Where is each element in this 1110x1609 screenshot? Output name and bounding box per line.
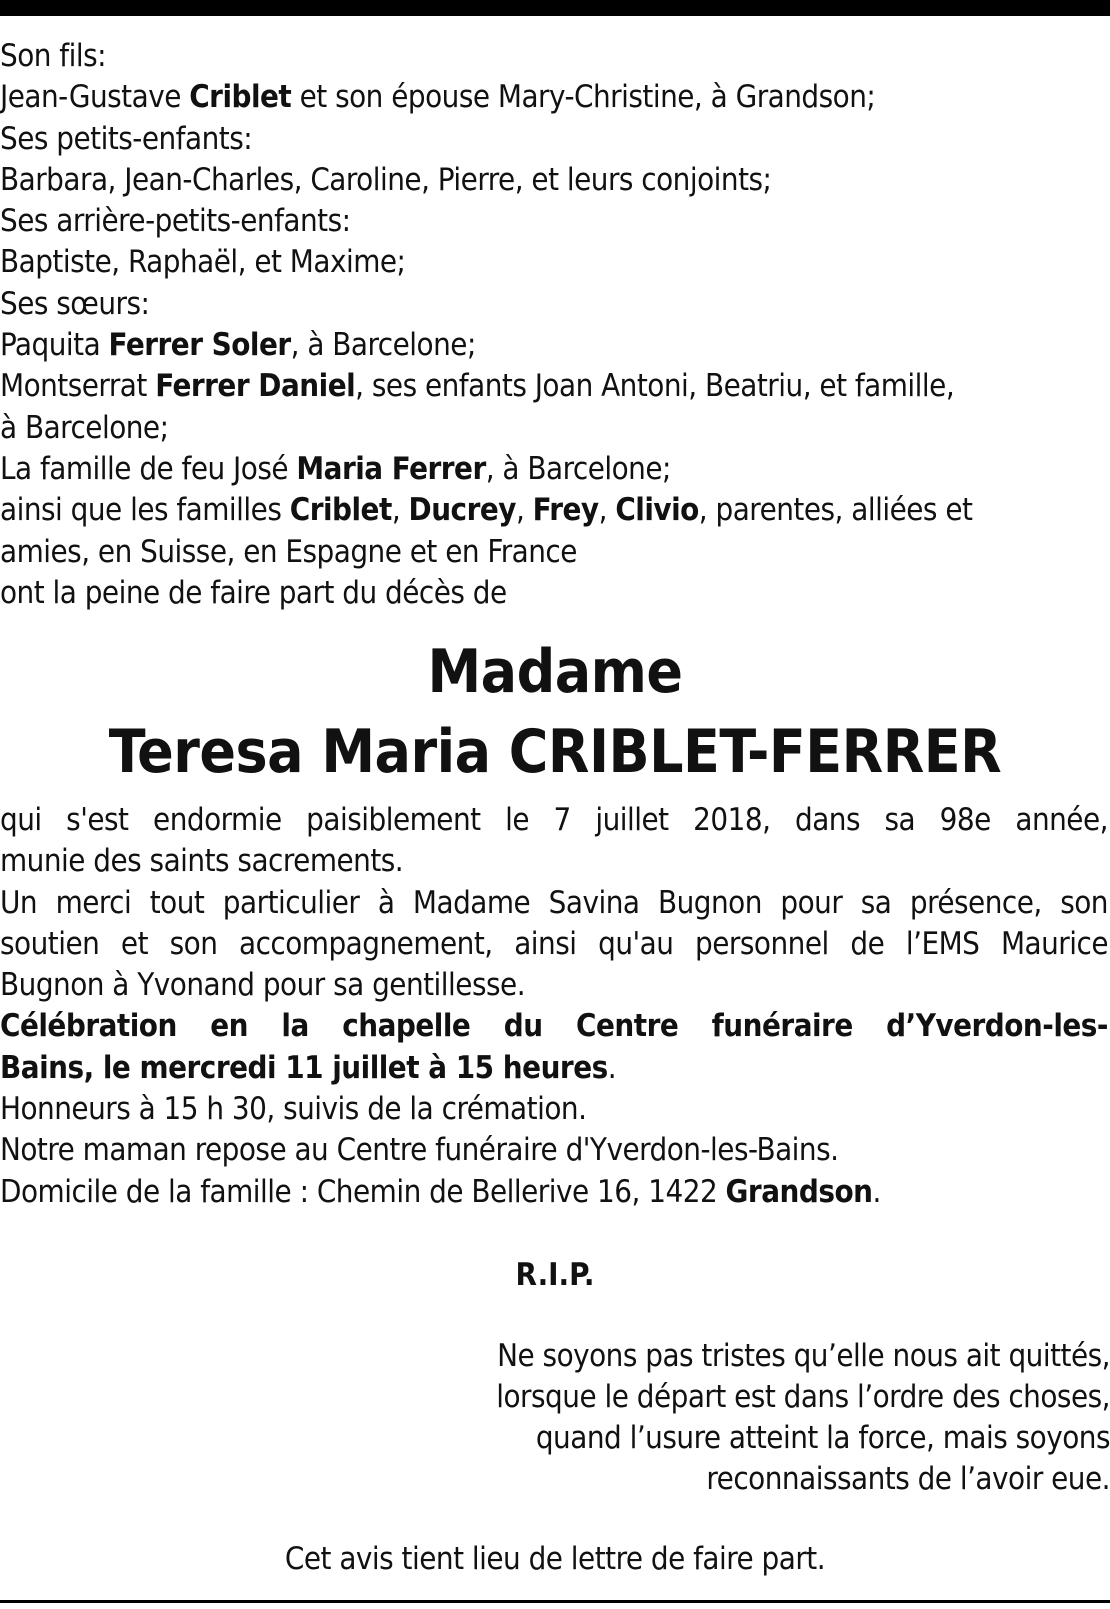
surname: Clivio	[615, 492, 699, 529]
deceased-name-block	[0, 632, 1110, 792]
families-line: ainsi que les familles Criblet, Ducrey, Frey, Clivio, parentes, alliées et	[0, 492, 973, 529]
families-line-cont: amies, en Suisse, en Espagne et en France	[0, 533, 577, 570]
surname: Ferrer Soler	[108, 327, 291, 364]
great-grandchildren-line: Baptiste, Raphaël, et Maxime;	[0, 244, 406, 281]
surname: Grandson	[725, 1173, 873, 1210]
poem-line: lorsque le départ est dans l’ordre des choses,	[496, 1379, 1110, 1415]
sister-line-1: Paquita Ferrer Soler, à Barcelone;	[0, 327, 476, 364]
surname: Maria Ferrer	[296, 450, 486, 487]
surname: Ducrey	[408, 492, 516, 529]
son-line: Jean-Gustave Criblet et son épouse Mary-Christine, à Grandson;	[0, 79, 876, 116]
late-family-line: La famille de feu José Maria Ferrer, à Barcelone;	[0, 450, 671, 487]
passing-line-2: munie des saints sacrements.	[0, 843, 404, 880]
poem	[410, 1336, 1110, 1500]
thanks-line-3: Bugnon à Yvonand pour sa gentillesse.	[0, 967, 526, 1004]
great-grandchildren-heading: Ses arrière-petits-enfants:	[0, 203, 351, 240]
surname: Frey	[532, 492, 599, 529]
family-list	[0, 36, 1108, 614]
surname: Criblet	[189, 79, 292, 116]
deceased-title: Madame	[427, 637, 683, 707]
passing-line-1: qui s'est endormie paisiblement le 7 juillet 2018, dans sa 98e année,	[0, 802, 1108, 838]
grandchildren-heading: Ses petits-enfants:	[0, 120, 253, 157]
grandchildren-line: Barbara, Jean-Charles, Caroline, Pierre, et leurs conjoints;	[0, 161, 772, 198]
poem-line: quand l’usure atteint la force, mais soyons	[535, 1420, 1110, 1456]
announcement-line: ont la peine de faire part du décès de	[0, 574, 507, 611]
sisters-heading: Ses sœurs:	[0, 285, 150, 322]
domicile-line: Domicile de la famille : Chemin de Bellerive 16, 1422 Grandson.	[0, 1173, 881, 1210]
poem-line: reconnaissants de l’avoir eue.	[706, 1461, 1110, 1497]
thanks-line-2: soutien et son accompagnement, ainsi qu'au personnel de l’EMS Maurice	[0, 925, 1108, 962]
rest-place-line: Notre maman repose au Centre funéraire d'Yverdon-les-Bains.	[0, 1132, 839, 1169]
closing-note: Cet avis tient lieu de lettre de faire part.	[284, 1541, 826, 1577]
surname: Ferrer Daniel	[155, 368, 356, 405]
top-border-rule	[0, 0, 1110, 16]
honours-line: Honneurs à 15 h 30, suivis de la crémation.	[0, 1091, 587, 1128]
sister-line-2: Montserrat Ferrer Daniel, ses enfants Joan Antoni, Beatriu, et famille,	[0, 368, 955, 405]
details-section	[0, 800, 1108, 1213]
deceased-name: Teresa Maria CRIBLET-FERRER	[108, 717, 1002, 787]
ceremony-line-1: Célébration en la chapelle du Centre funéraire d’Yverdon-les-	[0, 1008, 1108, 1045]
rip-heading: R.I.P.	[515, 1257, 595, 1293]
ceremony-line-2: Bains, le mercredi 11 juillet à 15 heures.	[0, 1049, 617, 1086]
bottom-border-rule	[0, 1600, 1110, 1603]
surname: Criblet	[289, 492, 392, 529]
sister-line-2-cont: à Barcelone;	[0, 409, 169, 446]
son-heading: Son fils:	[0, 38, 107, 74]
poem-line: Ne soyons pas tristes qu’elle nous ait quittés,	[497, 1338, 1110, 1374]
thanks-line-1: Un merci tout particulier à Madame Savina Bugnon pour sa présence, son	[0, 884, 1108, 921]
